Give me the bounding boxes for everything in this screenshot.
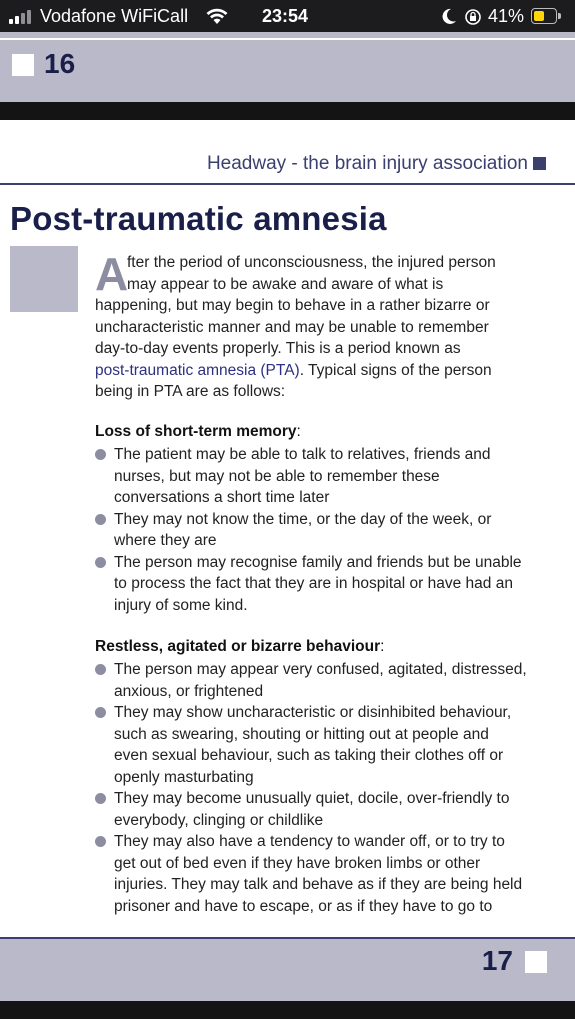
list-item-line: They may become unusually quiet, docile, over-friendly to <box>114 790 510 807</box>
list-item <box>95 552 555 617</box>
bullet-icon <box>95 707 106 718</box>
list-item-line: such as swearing, shouting or hitting out at people and <box>114 725 489 743</box>
battery-percentage: 41% <box>488 6 525 26</box>
page-marker-square <box>12 54 34 76</box>
list-item-line: They may also have a tendency to wander off, or to try to <box>114 833 505 850</box>
list-item-line: to process the fact that they are in hospital or have had an <box>114 575 513 592</box>
page-marker-square <box>525 951 547 973</box>
bullet-icon <box>95 793 106 804</box>
list-item-line: anxious, or frightened <box>114 682 264 700</box>
intro-line: uncharacteristic manner and may be unable to remember <box>95 318 489 336</box>
bullet-icon <box>95 449 106 460</box>
section-heading-text: Restless, agitated or bizarre behaviour <box>95 638 381 655</box>
running-head: Headway - the brain injury association <box>206 153 528 174</box>
wifi-icon <box>205 7 229 25</box>
list-item <box>95 659 555 702</box>
page-divider <box>0 1001 575 1019</box>
battery-icon <box>531 8 557 24</box>
list-item-line: injury of some kind. <box>114 596 248 614</box>
intro-line: day-to-day events properly. This is a period known as <box>95 340 461 357</box>
pta-link[interactable]: post-traumatic amnesia (PTA) <box>95 361 300 379</box>
list-item <box>95 444 555 509</box>
page-number-right: 17 <box>481 945 513 976</box>
list-item-line: They may show uncharacteristic or disinhibited behaviour, <box>114 704 512 721</box>
list-item-line: injuries. They may talk and behave as if they are being held <box>114 876 523 893</box>
list-item-line: The person may recognise family and friends but be unable <box>114 553 522 571</box>
page-footer-band <box>0 939 575 1001</box>
memory-list <box>95 444 555 616</box>
article-title: Post-traumatic amnesia <box>10 200 387 237</box>
page-divider <box>0 102 575 120</box>
decorative-block <box>10 246 78 312</box>
section-heading-text: Loss of short-term memory <box>95 423 297 440</box>
list-item <box>95 788 555 831</box>
intro-line: being in PTA are as follows: <box>95 383 286 400</box>
running-head-rule <box>0 183 575 185</box>
bullet-icon <box>95 557 106 568</box>
behaviour-list <box>95 659 555 917</box>
list-item-line: where they are <box>114 532 217 549</box>
intro-line: happening, but may begin to behave in a rather bizarre or <box>95 297 490 314</box>
list-item-line: The patient may be able to talk to relatives, friends and <box>114 446 491 463</box>
section-heading-behaviour: Restless, agitated or bizarre behaviour: <box>95 638 385 655</box>
list-item-line: even sexual behaviour, such as taking their clothes off or <box>114 747 504 764</box>
bullet-icon <box>95 836 106 847</box>
intro-text: . Typical signs of the person <box>299 361 492 379</box>
list-item-line: conversations a short time later <box>114 489 330 506</box>
clock: 23:54 <box>262 6 309 26</box>
list-item-line: openly masturbating <box>114 768 254 786</box>
orientation-lock-icon <box>464 8 482 26</box>
list-item-line: everybody, clinging or childlike <box>114 811 324 829</box>
page-number-left: 16 <box>44 48 76 79</box>
signal-icon <box>9 10 35 24</box>
bullet-icon <box>95 664 106 675</box>
list-item-line: prisoner and have to escape, or as if they have to go to <box>114 897 493 915</box>
list-item <box>95 509 555 552</box>
list-item-line: The person may appear very confused, agitated, distressed, <box>114 661 527 678</box>
carrier-name: Vodafone WiFiCall <box>40 6 189 26</box>
moon-icon <box>441 7 457 25</box>
running-head-square <box>533 157 546 170</box>
status-bar <box>0 0 575 32</box>
list-item-line: get out of bed even if they have broken limbs or other <box>114 854 481 872</box>
section-heading-memory: Loss of short-term memory: <box>95 423 301 440</box>
list-item <box>95 702 555 788</box>
page-header-band <box>0 32 575 102</box>
list-item <box>95 831 555 917</box>
header-rule <box>0 38 575 40</box>
drop-cap: A <box>95 248 129 300</box>
bullet-icon <box>95 514 106 525</box>
list-item-line: They may not know the time, or the day of the week, or <box>114 510 492 528</box>
intro-line <box>95 360 525 382</box>
list-item-line: nurses, but may not be able to remember these <box>114 467 440 485</box>
intro-line: may appear to be awake and aware of what is <box>127 275 444 293</box>
intro-line: fter the period of unconsciousness, the injured person <box>127 254 496 271</box>
intro-paragraph <box>95 248 525 403</box>
